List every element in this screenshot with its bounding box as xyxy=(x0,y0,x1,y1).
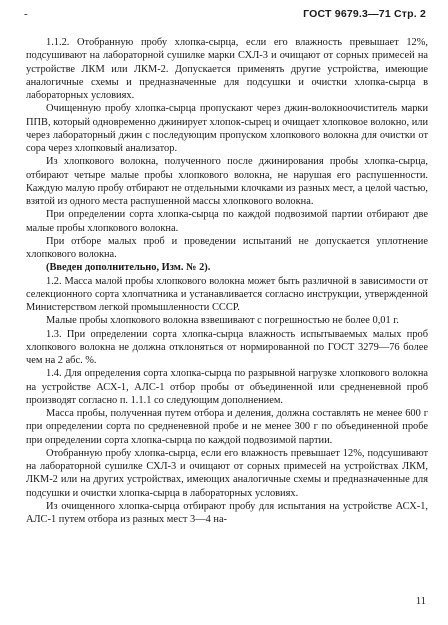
paragraph-gin-cleaning: Очищенную пробу хлопка-сырца пропускают через джин-волокноочиститель марки ППВ, который одновременно джинирует хлопок-сырец и очищает хлопковое волокно, или через лабораторный джин с последующим пропуском хлопкового волокна для очистки от сора через хлопковый анализатор. xyxy=(26,103,428,154)
paragraph-drying: Отобранную пробу хлопка-сырца, если его влажность превышает 12%, подсушивают на лабораторной сушилке СХЛ-3 и очищают от сорных примесей на устройствах ЛКМ, ЛКМ-2 или на других устройствах, имеющих аналогичные схемы и предназначенные для подсушки и очистки хлопка-сырца в лабораторных условиях. xyxy=(26,447,428,499)
paragraph-no-compaction: При отборе малых проб и проведении испытаний не допускается уплотнение хлопкового волокна. xyxy=(26,235,428,260)
running-title: ГОСТ 9679.3—71 Стр. 2 xyxy=(303,8,426,20)
paragraph-1-2: 1.2. Масса малой пробы хлопкового волокна может быть различной в зависимости от селекционного сорта хлопчатника и устанавливается согласно инструкции, утвержденной Министерством легкой промышленности СССР. xyxy=(26,275,428,313)
header-dash: - xyxy=(24,8,28,20)
body-text xyxy=(26,36,428,526)
amendment-note: (Введен дополнительно, Изм. № 2). xyxy=(46,262,211,274)
paragraph-1-4: 1.4. Для определения сорта хлопка-сырца по разрывной нагрузке хлопкового волокна на устройстве АСХ-1, АЛС-1 отбор пробы от объединенной или средненевной проб производят согласно п. 1.1.1 со следующим дополнением. xyxy=(26,368,428,406)
paragraph-small-samples: Из хлопкового волокна, полученного после джинирования пробы хлопка-сырца, отбирают четыре малые пробы хлопкового волокна, не нарушая его распушенности. Каждую малую пробу отбирают не отдельными клочками из разных мест, а целой частью, взятой из одного места распушенной массы хлопкового волокна. xyxy=(26,156,428,207)
paragraph-sample-mass: Масса пробы, полученная путем отбора и деления, должна составлять не менее 600 г при определении сорта по средненевной пробе и не менее 300 г по объединенной пробе при определении сорта хлопка-сырца по каждой подвозимой партии. xyxy=(26,408,428,446)
paragraph-weighing: Малые пробы хлопкового волокна взвешивают с погрешностью не более 0,01 г. xyxy=(46,315,399,327)
paragraph-1-3: 1.3. При определении сорта хлопка-сырца влажность испытываемых малых проб хлопкового волокна не должна отклоняться от нормированной по ГОСТ 3279—76 более чем на 2 абс. %. xyxy=(26,328,428,366)
page-header xyxy=(22,8,426,24)
page-number: 11 xyxy=(415,596,426,607)
paragraph-1-1-2: 1.1.2. Отобранную пробу хлопка-сырца, если его влажность превышает 12%, подсушивают на лабораторной сушилке марки СХЛ-3 и очищают от сорных примесей на устройстве ЛКМ или ЛКМ-2. Допускается применять другие устройства, имеющие аналогичные схемы и предназначенные для подсушки и очистки хлопка-сырца в лабораторных условиях. xyxy=(26,37,428,101)
paragraph-per-batch: При определении сорта хлопка-сырца по каждой подвозимой партии отбирают две малые пробы хлопкового волокна. xyxy=(26,209,428,234)
paragraph-test-sample: Из очищенного хлопка-сырца отбирают пробу для испытания на устройстве АСХ-1, АЛС-1 путем отбора из разных мест 3—4 на- xyxy=(26,500,428,525)
